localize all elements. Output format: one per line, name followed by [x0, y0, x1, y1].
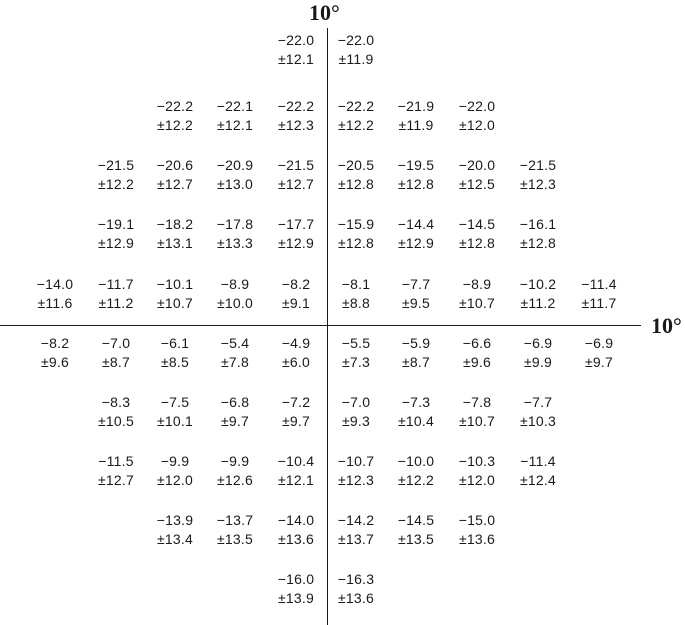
sd-value: ±12.3	[338, 471, 374, 488]
vertical-axis-label: 10°	[309, 0, 340, 25]
sd-value: ±11.6	[37, 294, 73, 311]
mean-value: −10.3	[458, 453, 496, 469]
sd-value: ±13.7	[338, 530, 374, 547]
mean-value: −17.8	[216, 216, 254, 232]
sd-value: ±11.9	[338, 50, 374, 67]
test-point	[264, 31, 328, 68]
test-point	[384, 275, 448, 312]
sd-value: ±12.7	[278, 175, 314, 192]
sd-value: ±12.7	[98, 471, 134, 488]
test-point	[203, 334, 267, 371]
mean-value: −14.4	[397, 216, 435, 232]
sd-value: ±13.6	[459, 530, 495, 547]
mean-value: −20.9	[216, 157, 254, 173]
sd-value: ±12.2	[157, 116, 193, 133]
mean-value: −16.1	[519, 216, 557, 232]
test-point	[324, 452, 388, 489]
mean-value: −8.9	[220, 276, 250, 292]
mean-value: −11.4	[520, 453, 556, 469]
test-point	[567, 334, 631, 371]
mean-value: −10.2	[519, 276, 557, 292]
mean-value: −22.0	[277, 32, 315, 48]
mean-value: −10.4	[277, 453, 315, 469]
sd-value: ±12.2	[98, 175, 134, 192]
sd-value: ±13.1	[157, 234, 193, 251]
sd-value: ±12.9	[398, 234, 434, 251]
sd-value: ±12.3	[520, 175, 556, 192]
mean-value: −14.5	[458, 216, 496, 232]
test-point	[84, 275, 148, 312]
sd-value: ±10.0	[217, 294, 253, 311]
mean-value: −7.0	[341, 394, 371, 410]
sd-value: ±12.8	[338, 175, 374, 192]
test-point	[203, 275, 267, 312]
mean-value: −5.9	[401, 335, 431, 351]
test-point	[203, 511, 267, 548]
sd-value: ±9.7	[282, 412, 310, 429]
sd-value: ±12.8	[520, 234, 556, 251]
test-point	[84, 334, 148, 371]
test-point	[445, 334, 509, 371]
test-point	[384, 393, 448, 430]
mean-value: −7.0	[101, 335, 131, 351]
test-point	[324, 511, 388, 548]
mean-value: −14.0	[36, 276, 74, 292]
sd-value: ±12.9	[98, 234, 134, 251]
test-point	[143, 156, 207, 193]
sd-value: ±12.7	[157, 175, 193, 192]
test-point	[203, 156, 267, 193]
mean-value: −10.7	[337, 453, 375, 469]
mean-value: −6.9	[584, 335, 614, 351]
mean-value: −20.6	[156, 157, 194, 173]
test-point	[143, 393, 207, 430]
sd-value: ±9.7	[585, 353, 613, 370]
test-point	[264, 334, 328, 371]
mean-value: −13.9	[156, 512, 194, 528]
test-point	[445, 511, 509, 548]
mean-value: −5.4	[220, 335, 250, 351]
mean-value: −15.9	[337, 216, 375, 232]
mean-value: −9.9	[220, 453, 250, 469]
sd-value: ±12.1	[217, 116, 253, 133]
sd-value: ±12.3	[278, 116, 314, 133]
test-point	[264, 156, 328, 193]
sd-value: ±12.8	[338, 234, 374, 251]
horizontal-meridian	[0, 325, 641, 326]
sd-value: ±13.4	[157, 530, 193, 547]
test-point	[264, 275, 328, 312]
test-point	[203, 97, 267, 134]
test-point	[324, 275, 388, 312]
sd-value: ±12.1	[278, 471, 314, 488]
test-point	[506, 452, 570, 489]
test-point	[203, 215, 267, 252]
test-point	[445, 215, 509, 252]
test-point	[506, 334, 570, 371]
sd-value: ±8.7	[102, 353, 130, 370]
test-point	[384, 334, 448, 371]
sd-value: ±11.9	[398, 116, 434, 133]
mean-value: −20.5	[337, 157, 375, 173]
mean-value: −18.2	[156, 216, 194, 232]
mean-value: −20.0	[458, 157, 496, 173]
test-point	[384, 156, 448, 193]
mean-value: −11.5	[98, 453, 134, 469]
mean-value: −6.8	[220, 394, 250, 410]
test-point	[23, 334, 87, 371]
mean-value: −10.0	[397, 453, 435, 469]
mean-value: −16.0	[277, 571, 315, 587]
sd-value: ±10.4	[398, 412, 434, 429]
test-point	[143, 511, 207, 548]
sd-value: ±13.6	[338, 589, 374, 606]
sd-value: ±13.6	[278, 530, 314, 547]
sd-value: ±11.2	[98, 294, 134, 311]
mean-value: −17.7	[277, 216, 315, 232]
test-point	[203, 393, 267, 430]
mean-value: −8.9	[462, 276, 492, 292]
mean-value: −21.5	[519, 157, 557, 173]
sd-value: ±12.6	[217, 471, 253, 488]
sd-value: ±11.2	[520, 294, 556, 311]
sd-value: ±6.0	[282, 353, 310, 370]
sd-value: ±9.1	[282, 294, 310, 311]
mean-value: −15.0	[458, 512, 496, 528]
sd-value: ±10.5	[98, 412, 134, 429]
test-point	[506, 393, 570, 430]
sd-value: ±10.3	[520, 412, 556, 429]
mean-value: −9.9	[160, 453, 190, 469]
sd-value: ±8.8	[342, 294, 370, 311]
test-point	[324, 215, 388, 252]
mean-value: −21.5	[97, 157, 135, 173]
sd-value: ±9.3	[342, 412, 370, 429]
test-point	[506, 215, 570, 252]
sd-value: ±13.9	[278, 589, 314, 606]
sd-value: ±12.0	[459, 471, 495, 488]
mean-value: −10.1	[156, 276, 194, 292]
mean-value: −11.4	[581, 276, 617, 292]
sd-value: ±12.4	[520, 471, 556, 488]
sd-value: ±7.3	[342, 353, 370, 370]
test-point	[84, 215, 148, 252]
test-point	[445, 393, 509, 430]
mean-value: −16.3	[337, 571, 375, 587]
mean-value: −8.1	[341, 276, 371, 292]
sd-value: ±12.0	[157, 471, 193, 488]
test-point	[445, 97, 509, 134]
mean-value: −7.7	[523, 394, 553, 410]
sd-value: ±12.5	[459, 175, 495, 192]
sd-value: ±10.1	[157, 412, 193, 429]
test-point	[384, 97, 448, 134]
sd-value: ±9.6	[463, 353, 491, 370]
test-point	[84, 393, 148, 430]
test-point	[264, 393, 328, 430]
mean-value: −8.2	[281, 276, 311, 292]
mean-value: −14.0	[277, 512, 315, 528]
mean-value: −13.7	[216, 512, 254, 528]
sd-value: ±10.7	[459, 412, 495, 429]
sd-value: ±11.7	[581, 294, 617, 311]
test-point	[143, 275, 207, 312]
test-point	[264, 511, 328, 548]
mean-value: −6.9	[523, 335, 553, 351]
mean-value: −7.5	[160, 394, 190, 410]
horizontal-axis-label: 10°	[651, 313, 682, 338]
mean-value: −22.0	[337, 32, 375, 48]
sd-value: ±12.8	[459, 234, 495, 251]
sd-value: ±9.7	[221, 412, 249, 429]
test-point	[506, 275, 570, 312]
mean-value: −22.1	[216, 98, 254, 114]
test-point	[264, 570, 328, 607]
mean-value: −21.9	[397, 98, 435, 114]
test-point	[324, 393, 388, 430]
sd-value: ±10.7	[157, 294, 193, 311]
mean-value: −19.5	[397, 157, 435, 173]
test-point	[384, 452, 448, 489]
test-point	[445, 156, 509, 193]
mean-value: −11.7	[98, 276, 134, 292]
sd-value: ±13.5	[217, 530, 253, 547]
sd-value: ±10.7	[459, 294, 495, 311]
test-point	[264, 215, 328, 252]
test-point	[143, 215, 207, 252]
test-point	[567, 275, 631, 312]
mean-value: −4.9	[281, 335, 311, 351]
test-point	[143, 334, 207, 371]
test-point	[324, 156, 388, 193]
sd-value: ±12.2	[338, 116, 374, 133]
sd-value: ±9.5	[402, 294, 430, 311]
mean-value: −19.1	[97, 216, 135, 232]
test-point	[143, 97, 207, 134]
sd-value: ±12.9	[278, 234, 314, 251]
sd-value: ±13.0	[217, 175, 253, 192]
sd-value: ±13.5	[398, 530, 434, 547]
mean-value: −8.2	[40, 335, 70, 351]
test-point	[324, 570, 388, 607]
test-point	[445, 275, 509, 312]
mean-value: −22.2	[277, 98, 315, 114]
mean-value: −22.2	[156, 98, 194, 114]
test-point	[324, 31, 388, 68]
sd-value: ±7.8	[221, 353, 249, 370]
test-point	[23, 275, 87, 312]
test-point	[203, 452, 267, 489]
mean-value: −7.2	[281, 394, 311, 410]
test-point	[445, 452, 509, 489]
test-point	[384, 215, 448, 252]
test-point	[84, 452, 148, 489]
mean-value: −6.6	[462, 335, 492, 351]
sd-value: ±8.5	[161, 353, 189, 370]
sd-value: ±12.8	[398, 175, 434, 192]
sd-value: ±12.0	[459, 116, 495, 133]
mean-value: −5.5	[341, 335, 371, 351]
test-point	[324, 97, 388, 134]
test-point	[143, 452, 207, 489]
test-point	[264, 97, 328, 134]
sd-value: ±12.2	[398, 471, 434, 488]
test-point	[384, 511, 448, 548]
test-point	[264, 452, 328, 489]
test-point	[324, 334, 388, 371]
mean-value: −7.7	[401, 276, 431, 292]
test-point	[84, 156, 148, 193]
mean-value: −8.3	[101, 394, 131, 410]
mean-value: −14.5	[397, 512, 435, 528]
sd-value: ±12.1	[278, 50, 314, 67]
sd-value: ±8.7	[402, 353, 430, 370]
test-point	[506, 156, 570, 193]
sd-value: ±9.6	[41, 353, 69, 370]
mean-value: −22.2	[337, 98, 375, 114]
mean-value: −21.5	[277, 157, 315, 173]
sd-value: ±9.9	[524, 353, 552, 370]
mean-value: −7.8	[462, 394, 492, 410]
mean-value: −7.3	[401, 394, 431, 410]
sd-value: ±13.3	[217, 234, 253, 251]
mean-value: −14.2	[337, 512, 375, 528]
mean-value: −6.1	[160, 335, 190, 351]
mean-value: −22.0	[458, 98, 496, 114]
